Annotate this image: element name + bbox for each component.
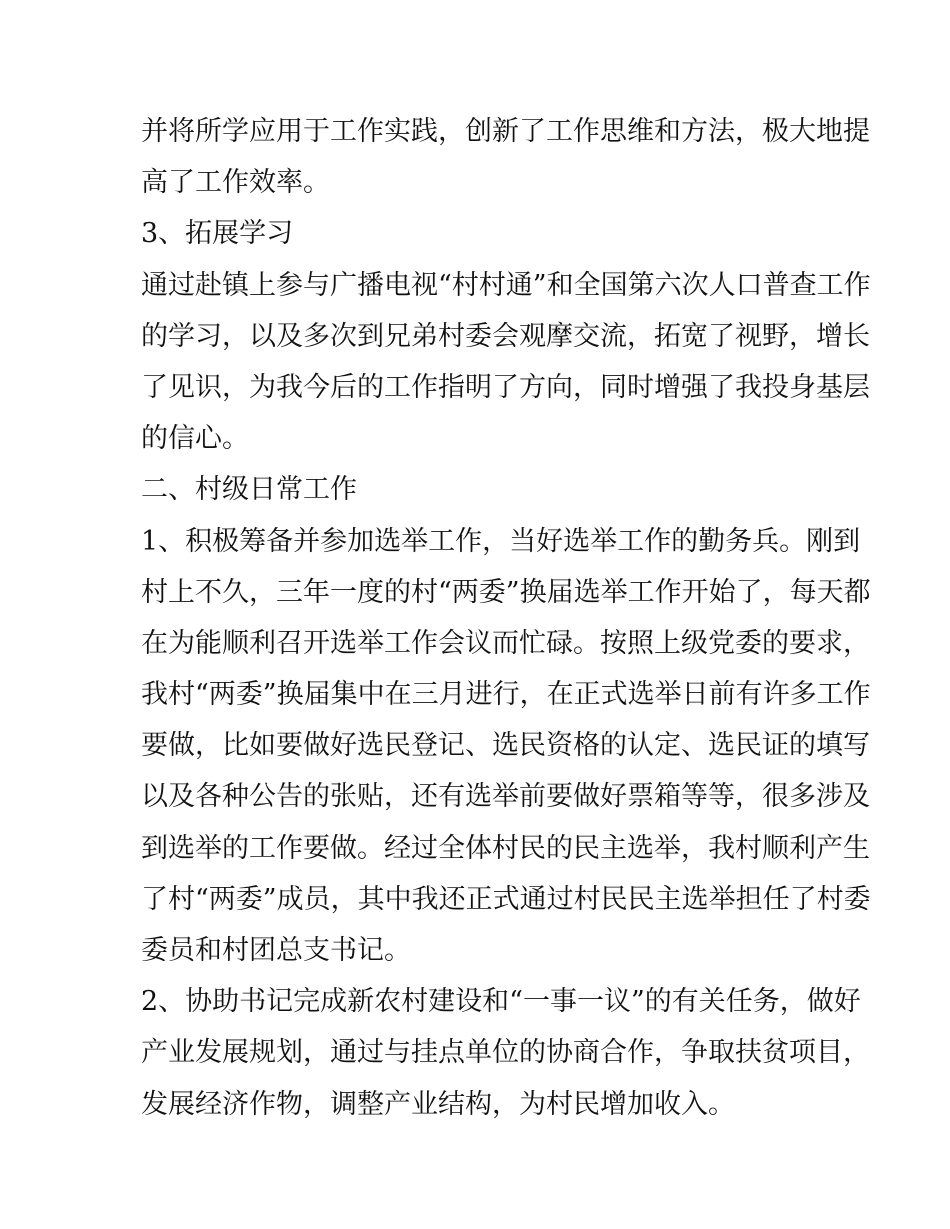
text-line: 了村“两委”成员，其中我还正式通过村民民主选举担任了村委 xyxy=(141,883,871,915)
text-line: 1、积极筹备并参加选举工作，当好选举工作的勤务兵。刚到 xyxy=(141,525,861,557)
section-heading: 二、村级日常工作 xyxy=(141,474,357,506)
text-line: 的学习，以及多次到兄弟村委会观摩交流，拓宽了视野，增长 xyxy=(141,320,870,352)
text-line: 我村“两委”换届集中在三月进行，在正式选举日前有许多工作 xyxy=(141,679,871,711)
text-line: 要做，比如要做好选民登记、选民资格的认定、选民证的填写 xyxy=(141,730,870,762)
text-line: 到选举的工作要做。经过全体村民的民主选举，我村顺利产生 xyxy=(141,832,870,864)
section-heading: 3、拓展学习 xyxy=(141,218,294,250)
text-line: 的信心。 xyxy=(141,423,249,455)
text-line: 委员和村团总支书记。 xyxy=(141,935,411,966)
document-body xyxy=(141,106,871,1130)
text-line: 村上不久，三年一度的村“两委”换届选举工作开始了，每天都 xyxy=(141,576,871,608)
text-line: 以及各种公告的张贴，还有选举前要做好票箱等等，很多涉及 xyxy=(141,781,870,813)
text-line: 了见识，为我今后的工作指明了方向，同时增强了我投身基层 xyxy=(141,371,870,403)
text-line: 并将所学应用于工作实践，创新了工作思维和方法，极大地提 xyxy=(141,116,870,147)
text-line: 高了工作效率。 xyxy=(141,167,330,199)
text-line: 通过赴镇上参与广播电视“村村通”和全国第六次人口普查工作 xyxy=(141,269,871,301)
text-line: 发展经济作物，调整产业结构，为村民增加收入。 xyxy=(141,1088,735,1120)
text-line: 在为能顺利召开选举工作会议而忙碌。按照上级党委的要求， xyxy=(141,627,870,659)
text-line: 2、协助书记完成新农村建设和“一事一议”的有关任务，做好 xyxy=(141,986,861,1018)
text-line: 产业发展规划，通过与挂点单位的协商合作，争取扶贫项目， xyxy=(141,1037,870,1069)
